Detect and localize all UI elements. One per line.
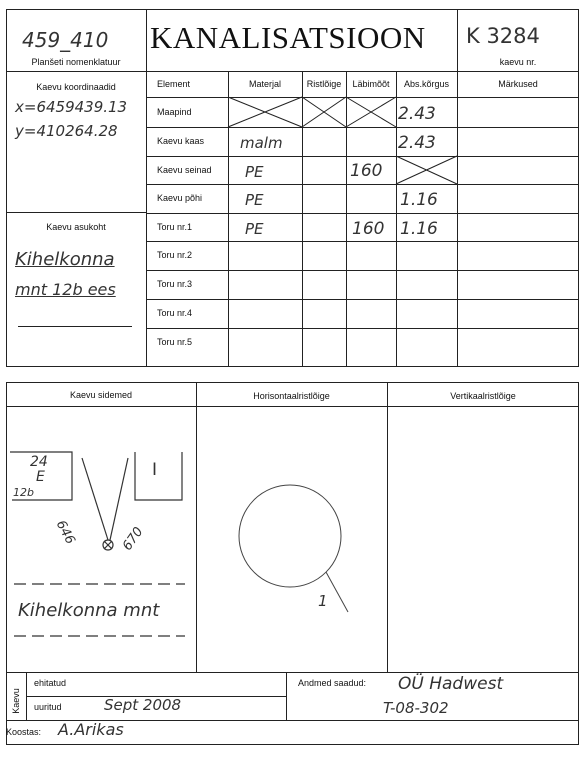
cell-diameter: 160 <box>352 219 385 239</box>
row-label: Toru nr.4 <box>157 308 193 318</box>
col-header-cross-section: Ristlõige <box>306 79 342 89</box>
row-label: Toru nr.5 <box>157 337 193 347</box>
row-label: Kaevu põhi <box>157 193 203 203</box>
cell-material: PE <box>245 163 264 181</box>
sketch-label-646: 646 <box>52 518 78 547</box>
col-header-diameter: Läbimõõt <box>352 79 390 89</box>
pipe-number-label: 1 <box>318 592 328 610</box>
cell-elevation: 1.16 <box>400 219 438 239</box>
page-title: KANALISATSIOON <box>150 20 426 55</box>
col-header-element: Element <box>157 79 191 89</box>
row-label: Maapind <box>157 107 192 117</box>
data-by-value-2: T-08-302 <box>383 699 449 717</box>
cell-elevation: 1.16 <box>400 190 438 210</box>
measured-value: Sept 2008 <box>104 696 182 714</box>
row-label: Toru nr.1 <box>157 222 193 232</box>
well-number-value: K 3284 <box>466 24 540 48</box>
sketch-label-i: I <box>152 460 158 480</box>
cell-material: malm <box>240 134 283 152</box>
cell-material: PE <box>245 220 264 238</box>
sketch-label-24: 24 <box>30 454 48 470</box>
col-header-material: Materjal <box>248 79 281 89</box>
row-label: Toru nr.2 <box>157 250 193 260</box>
horizontal-section-header: Horisontaalristlõige <box>253 391 330 401</box>
row-label: Kaevu kaas <box>157 136 205 146</box>
connections-header: Kaevu sidemed <box>69 390 133 400</box>
cell-elevation: 2.43 <box>398 104 436 124</box>
divider <box>286 672 287 720</box>
compiler-label: Koostas: <box>6 727 42 737</box>
nomenclature-value: 459_410 <box>22 28 109 52</box>
well-number-label: kaevu nr. <box>499 57 537 67</box>
cell-elevation: 2.43 <box>398 133 436 153</box>
cell-diameter: 160 <box>350 161 383 181</box>
coordinates-label: Kaevu koordinaadid <box>36 82 116 92</box>
col-header-notes: Märkused <box>498 79 538 89</box>
row-label: Toru nr.3 <box>157 279 193 289</box>
data-by-value-1: OÜ Hadwest <box>398 674 504 694</box>
measured-label: uuritud <box>34 702 62 712</box>
location-line-1: Kihelkonna <box>15 249 115 270</box>
data-by-label: Andmed saadud: <box>298 678 367 688</box>
sketch-label-12b: 12b <box>13 486 34 499</box>
sketch-label-e: E <box>36 469 45 485</box>
footer-side-label: Kaevu <box>11 688 21 714</box>
row-label: Kaevu seinad <box>157 165 212 175</box>
location-label: Kaevu asukoht <box>46 222 106 232</box>
vertical-section-header: Vertikaalristlõige <box>450 391 516 401</box>
col-header-elevation: Abs.kõrgus <box>403 79 450 89</box>
location-line-2: mnt 12b ees <box>15 280 116 299</box>
sketch-label-670: 670 <box>120 524 147 554</box>
sketch-road-label: Kihelkonna mnt <box>18 600 160 621</box>
built-label: ehitatud <box>34 678 67 688</box>
compiler-value: A.Arikas <box>58 720 124 739</box>
cell-material: PE <box>245 191 264 209</box>
coordinate-x: x=6459439.13 <box>15 98 128 116</box>
coordinate-y: y=410264.28 <box>15 122 118 140</box>
nomenclature-label: Planšeti nomenklatuur <box>31 57 121 67</box>
